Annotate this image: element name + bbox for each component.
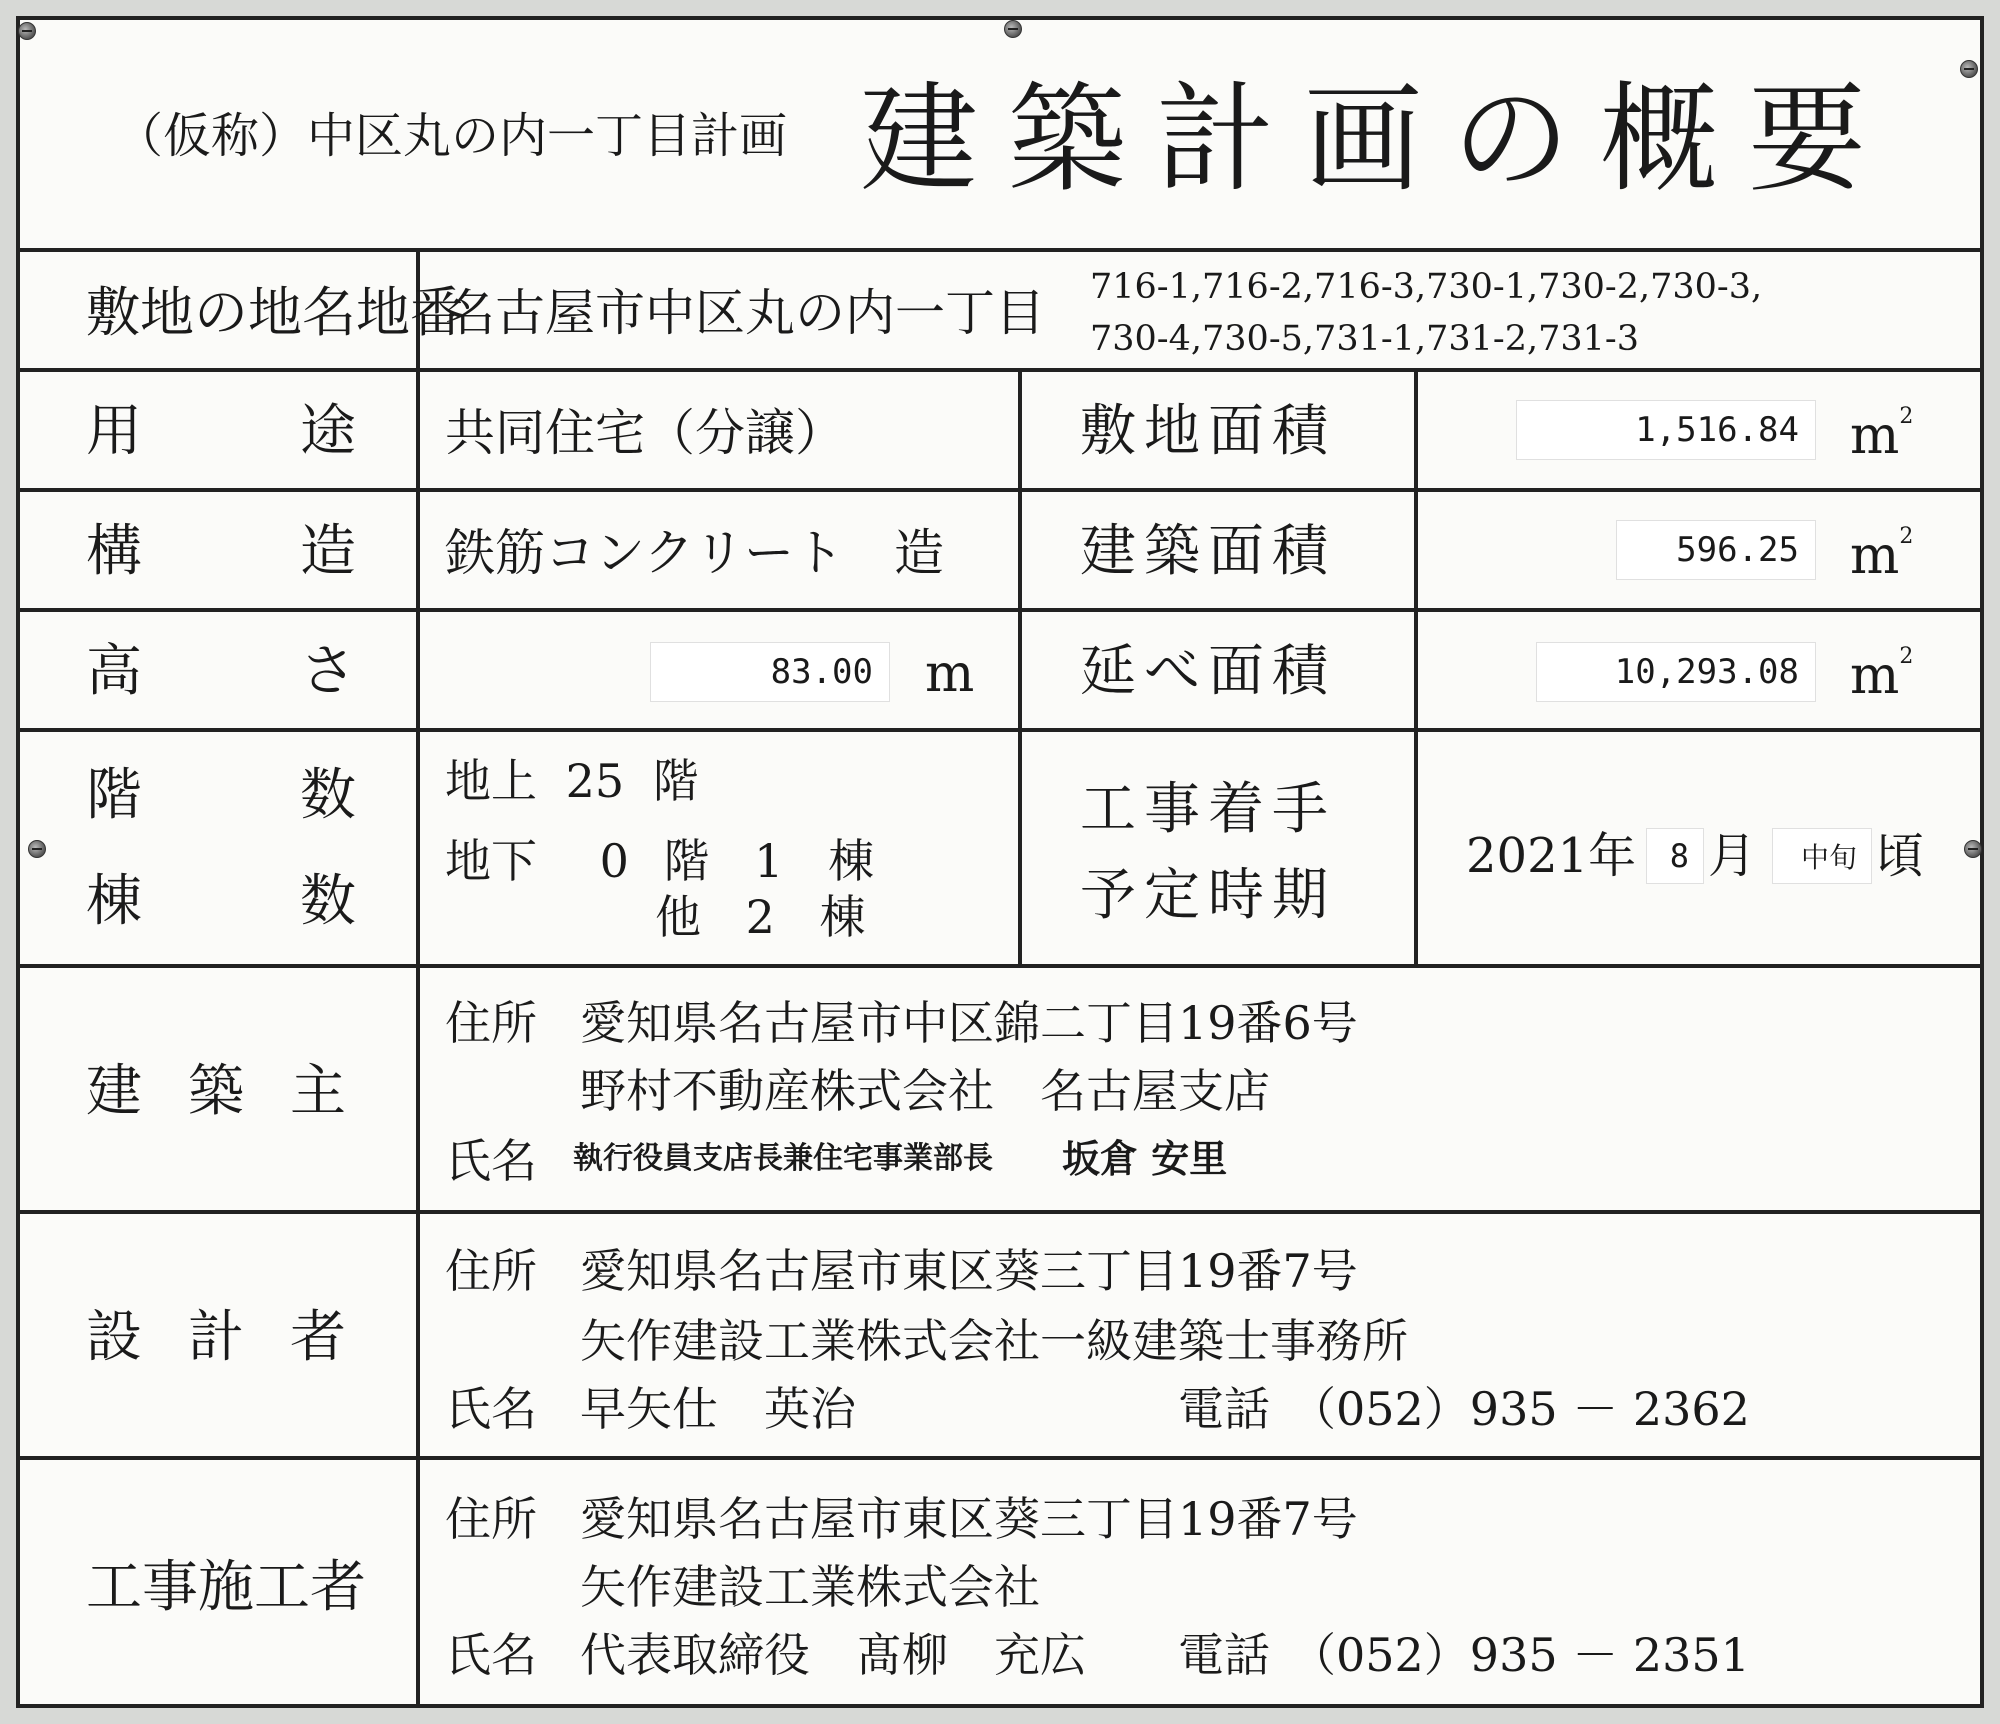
floors-label-a2: 数	[300, 763, 356, 828]
construction-suffix: 頃	[1876, 828, 1925, 884]
designer-company: 矢作建設工業株式会社一級建築士事務所	[580, 1314, 1408, 1368]
construction-period: 中旬	[1772, 828, 1872, 884]
site-area-value: 1,516.84	[1516, 400, 1816, 460]
structure-label-b: 造	[300, 519, 356, 584]
building-area-label: 建築面積	[1080, 519, 1336, 584]
contractor-name: 代表取締役 髙柳 充広	[580, 1628, 1086, 1682]
site-area-unit: $m^2$	[1850, 404, 1914, 466]
floors-below: 地下 0 階 1 棟	[445, 834, 875, 888]
usage-label	[86, 399, 356, 464]
floors-label-b2: 数	[300, 869, 356, 934]
designer-address-label: 住所	[445, 1244, 537, 1298]
floors-label-b1: 棟	[86, 869, 142, 934]
header-row	[20, 20, 1980, 252]
height-value: 83.00	[650, 642, 890, 702]
site-address-label: 敷地の地名地番	[86, 281, 464, 344]
construction-start-label-1: 工事着手	[1080, 777, 1336, 842]
building-area-value: 596.25	[1616, 520, 1816, 580]
project-name: （仮称）中区丸の内一丁目計画	[115, 108, 788, 164]
building-area-unit: $m^2$	[1850, 524, 1914, 586]
page-title: 建築計画の概要	[860, 70, 1897, 208]
floors-row	[20, 732, 1980, 968]
contractor-row	[20, 1460, 1980, 1704]
contractor-label: 工事施工者	[86, 1555, 366, 1620]
height-unit: m	[925, 644, 975, 704]
designer-address: 愛知県名古屋市東区葵三丁目19番7号	[580, 1244, 1358, 1298]
construction-month: 8	[1646, 828, 1704, 884]
owner-address-label: 住所	[445, 996, 537, 1050]
height-row	[20, 612, 1980, 732]
contractor-phone-label: 電話	[1178, 1628, 1270, 1682]
height-label	[86, 639, 356, 704]
floors-other: 他 2 棟	[655, 890, 866, 944]
contractor-name-label: 氏名	[445, 1628, 537, 1682]
owner-name-label: 氏名	[445, 1134, 537, 1188]
contractor-company: 矢作建設工業株式会社	[580, 1560, 1040, 1614]
construction-year: 2021年	[1466, 828, 1637, 884]
structure-value: 鉄筋コンクリート 造	[445, 524, 944, 582]
owner-position: 執行役員支店長兼住宅事業部長	[573, 1141, 993, 1176]
site-lots-line2: 730-4,730-5,731-1,731-2,731-3	[1090, 319, 1639, 359]
height-label-a: 高	[86, 639, 142, 704]
construction-start-label-2: 予定時期	[1080, 863, 1336, 928]
site-address-row	[20, 252, 1980, 372]
owner-label: 建築主	[86, 1059, 392, 1124]
floors-above: 地上 25 階	[445, 754, 699, 808]
usage-value: 共同住宅（分譲）	[445, 404, 845, 462]
floors-label-a1: 階	[86, 763, 142, 828]
designer-name-label: 氏名	[445, 1382, 537, 1436]
buildings-label	[86, 869, 356, 934]
designer-label: 設計者	[86, 1305, 392, 1370]
owner-company: 野村不動産株式会社 名古屋支店	[580, 1064, 1270, 1118]
site-lots-line1: 716-1,716-2,716-3,730-1,730-2,730-3,	[1090, 267, 1763, 307]
owner-row	[20, 968, 1980, 1214]
contractor-address-label: 住所	[445, 1492, 537, 1546]
usage-label-a: 用	[86, 399, 142, 464]
contractor-address: 愛知県名古屋市東区葵三丁目19番7号	[580, 1492, 1358, 1546]
height-label-b: さ	[300, 639, 356, 704]
total-floor-area-unit: $m^2$	[1850, 644, 1914, 706]
floors-label	[86, 763, 356, 828]
owner-address: 愛知県名古屋市中区錦二丁目19番6号	[580, 996, 1358, 1050]
usage-label-b: 途	[300, 399, 356, 464]
structure-label	[86, 519, 356, 584]
notice-board	[16, 16, 1984, 1708]
designer-phone: （052）935 － 2362	[1290, 1382, 1750, 1436]
designer-name: 早矢仕 英治	[580, 1382, 856, 1436]
construction-month-unit: 月	[1708, 828, 1757, 884]
total-floor-area-label: 延べ面積	[1080, 639, 1336, 704]
usage-row	[20, 372, 1980, 492]
owner-name: 坂倉 安里	[1062, 1137, 1228, 1181]
structure-row	[20, 492, 1980, 612]
structure-label-a: 構	[86, 519, 142, 584]
site-area-label: 敷地面積	[1080, 399, 1336, 464]
designer-row	[20, 1214, 1980, 1460]
site-address-city: 名古屋市中区丸の内一丁目	[445, 284, 1045, 342]
contractor-phone: （052）935 － 2351	[1290, 1628, 1750, 1682]
designer-phone-label: 電話	[1178, 1382, 1270, 1436]
total-floor-area-value: 10,293.08	[1536, 642, 1816, 702]
